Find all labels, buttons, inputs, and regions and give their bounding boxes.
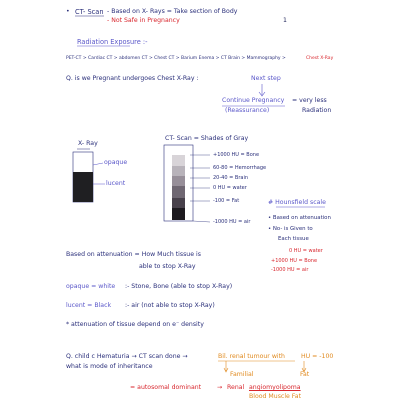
page-mark: 1 xyxy=(283,17,287,24)
shade-hemorrhage xyxy=(172,166,185,176)
scale-bone: +1000 HU = Bone xyxy=(213,152,260,158)
ct-definition: - Based on X- Rays = Take section of Body xyxy=(107,8,238,15)
continue-pregnancy: Continue Pregnancy xyxy=(222,97,285,104)
very-less: = very less xyxy=(292,97,327,104)
hounsfield-water: 0 HU = water xyxy=(289,248,323,254)
scale-air: -1000 HU = air xyxy=(213,219,251,225)
fat-label: Fat xyxy=(300,371,310,378)
lucent-label: lucent xyxy=(106,180,126,187)
scale-hemorrhage: 60-80 = Hemorrhage xyxy=(213,165,267,171)
radiation-last: Chest X-Ray xyxy=(306,56,334,61)
shade-air xyxy=(172,208,185,220)
shade-water xyxy=(172,186,185,198)
scale-water: 0 HU = water xyxy=(213,185,247,191)
ct-panel-label: CT- Scan = Shades of Gray xyxy=(165,135,249,142)
opaque-line-label: opaque = white xyxy=(66,283,116,290)
question-1: Q. is we Pregnant undergoes Chest X-Ray : xyxy=(66,75,199,82)
shade-fat xyxy=(172,198,185,208)
opaque-pointer xyxy=(93,163,103,165)
hounsfield-bone: +1000 HU = Bone xyxy=(271,258,318,264)
scale-brain: 20-40 = Brain xyxy=(213,175,249,181)
question-2-line-1: Q. child c Hematuria → CT scan done → xyxy=(66,353,188,360)
next-step: Next step xyxy=(251,75,281,82)
shade-brain xyxy=(172,176,185,186)
lucent-line-text: :- air (not able to stop X-Ray) xyxy=(125,302,215,309)
not-safe-note: - Not Safe in Pregnancy xyxy=(107,17,180,24)
pointer-air xyxy=(193,221,210,222)
answer-arrow: → xyxy=(217,384,223,391)
attenuation-line-2: able to stop X-Ray xyxy=(139,263,196,270)
hounsfield-title: # Hounsfield scale xyxy=(268,199,326,206)
opaque-line-text: :- Stone, Bone (able to stop X-Ray) xyxy=(125,283,233,290)
ct-scan-heading: CT- Scan xyxy=(75,8,104,16)
attenuation-line-1: Based on attenuation = How Much tissue is xyxy=(66,251,201,258)
hounsfield-air: -1000 HU = air xyxy=(271,267,309,273)
radiation-title: Radiation Exposure :- xyxy=(77,38,148,46)
familial-label: Familial xyxy=(230,371,254,378)
hounsfield-point-2: • No- is Given to xyxy=(268,226,313,232)
hounsfield-point-3: Each tissue xyxy=(278,236,309,242)
lucent-line-label: lucent = Black xyxy=(66,302,112,309)
hounsfield-point-1: • Based on attenuation xyxy=(268,215,331,221)
scale-fat: -100 = Fat xyxy=(213,198,240,204)
hu-value: HU = -100 xyxy=(301,353,334,360)
renal-word: Renal xyxy=(227,384,245,391)
xray-label: X- Ray xyxy=(78,140,98,147)
tumour-components: Blood Muscle Fat xyxy=(249,393,302,400)
radiation-word: Radiation xyxy=(302,107,332,114)
question-2-line-2: what is mode of inheritance xyxy=(66,363,153,370)
inheritance-answer: = autosomal dominant xyxy=(130,384,202,391)
reassurance: (Reassurance) xyxy=(225,107,270,114)
shade-bone xyxy=(172,155,185,166)
angiomyolipoma: angiomyolipoma xyxy=(249,384,301,391)
xray-dark-area xyxy=(73,172,93,202)
bullet: • xyxy=(66,8,70,15)
bilateral-tumour: Bil. renal tumour with xyxy=(218,353,285,360)
opaque-label: opaque xyxy=(104,159,128,166)
density-note: * attenuation of tissue depend on e⁻ density xyxy=(66,321,204,328)
radiation-sequence: PET-CT > Cardiac CT > abdomen CT > Chest CT > Barium Enema > CT Brain > Mammography > xyxy=(66,56,286,61)
